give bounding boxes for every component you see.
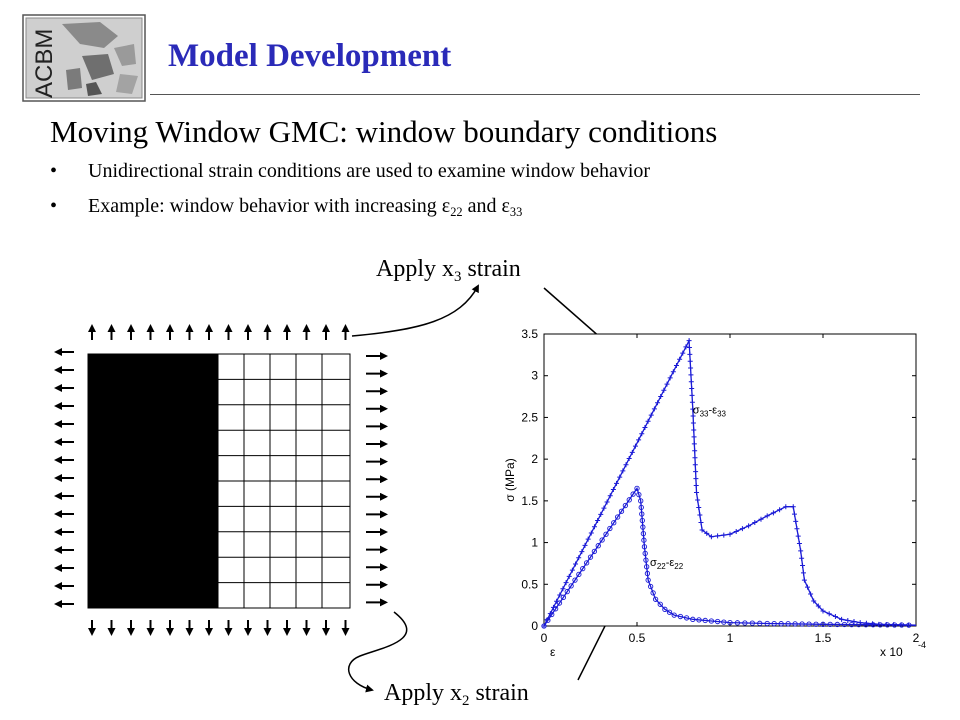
y-tick-label: 2 bbox=[531, 452, 538, 467]
y-tick-label: 3 bbox=[531, 368, 538, 383]
plot-area bbox=[544, 334, 916, 626]
x-multiplier: x 10 bbox=[880, 645, 903, 659]
x-tick-label: 0 bbox=[540, 631, 548, 645]
y-axis-label: σ (MPa) bbox=[503, 458, 517, 502]
y-tick-label: 1.5 bbox=[521, 493, 538, 508]
stress-strain-chart bbox=[490, 318, 940, 668]
bullet-text: Unidirectional strain conditions are used to examine window behavior bbox=[88, 160, 651, 182]
apply-x2-label: Apply $x_2$ strain bbox=[384, 680, 529, 709]
bullet-text: Example: window behavior with increasing ε bbox=[88, 195, 451, 217]
bullet-text: and ε bbox=[462, 195, 510, 217]
inclusion-block bbox=[88, 354, 218, 608]
window-grid bbox=[88, 354, 350, 608]
page-title: Model Development bbox=[168, 38, 452, 74]
x-tick-label: 0.5 bbox=[628, 631, 646, 645]
x-axis-label: ε bbox=[550, 645, 556, 659]
x-tick-label: 1.5 bbox=[814, 631, 832, 645]
x-tick-label: 2 bbox=[912, 631, 920, 645]
apply-x3-label: Apply $x_3$ strain bbox=[376, 256, 521, 285]
subscript: 33 bbox=[509, 204, 523, 219]
logo-text: ACBM bbox=[31, 28, 58, 98]
y-tick-label: 0 bbox=[531, 619, 538, 633]
y-tick-label: 0.5 bbox=[521, 577, 538, 592]
bullet-mark: • bbox=[50, 160, 58, 182]
x-multiplier-exponent: -4 bbox=[918, 640, 927, 650]
y-tick-label: 2.5 bbox=[521, 410, 538, 425]
series-label: $\sigma_{33}-\varepsilon_{33}$ bbox=[692, 404, 726, 419]
x-tick-label: 1 bbox=[726, 631, 734, 645]
y-tick-label: 1 bbox=[531, 535, 538, 550]
slide-subtitle: Moving Window GMC: window boundary conditions bbox=[50, 114, 718, 149]
bullet-mark: • bbox=[50, 195, 58, 217]
subscript: 22 bbox=[450, 204, 463, 219]
series-label: $\sigma_{22}-\varepsilon_{22}$ bbox=[650, 556, 684, 571]
x2-callout-curve bbox=[349, 612, 407, 690]
x3-callout-curve bbox=[352, 286, 478, 336]
y-tick-label: 3.5 bbox=[521, 327, 538, 341]
